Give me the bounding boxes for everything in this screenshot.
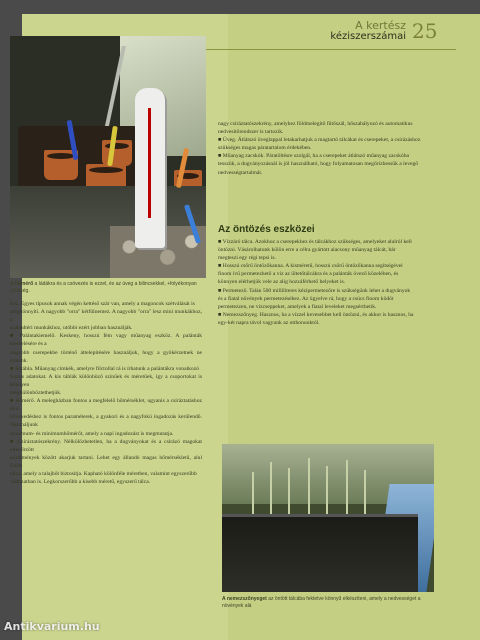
right-body-text-2 xyxy=(218,238,444,327)
paragraph: szükséges magas páratartalom érdekében. xyxy=(218,145,312,152)
photo-caption-top xyxy=(10,281,206,295)
paragraph: koz. Egyes típusok annak végén kettéső szár van, amely a magoncok szétválását is xyxy=(10,301,195,307)
paragraph: egy-két napra távol vagyunk az otthonunktól. xyxy=(218,319,320,326)
paragraph: körülmények között akarjuk tartani. Lehet egy állandó magas hőmérsékletű, alul fűtött xyxy=(10,454,202,469)
paragraph: szabadtéri munkákhoz, utóbbi ezért jobban használják. xyxy=(10,325,133,332)
paragraph: ■ Műanyag zacskók. Páratöltésre szolgál, ha a cserepeket átlátszó műanyag zacskóba xyxy=(218,153,410,160)
black-seed-tray xyxy=(222,514,418,592)
paragraph: ■ Hőmérő. A melegházban fontos a megfelelő hőmérséklet, ugyanis a csíráztatáshoz és a xyxy=(10,398,202,413)
paragraph: ■ Jeltábla. Műanyag címkék, amelyre filctollal rá is írhatunk a palántákra vonatkozó xyxy=(10,365,199,372)
page-number: 25 xyxy=(412,19,438,43)
paragraph: tesszük, a dugványozásnál is jól használható, hogy folyamatosan megőrizhessük a levegő xyxy=(218,161,419,168)
paragraph: nagy csíráztatószekrény, amelyhez földmelegítő fűtőszál, hőszabályozó és automatikus xyxy=(218,121,413,127)
paragraph: nagyobb cserepekbe történő áttelepítésére használjuk, hogy a gyökérzetnek ne ártsunk. xyxy=(10,349,202,364)
paragraph: megkönnyíti. A nagyobb "orra" kétfülnemez. A nagyobb "orra" lesz mini munkákhoz, a xyxy=(10,309,202,324)
caption-lead: A hőmérő xyxy=(10,281,34,287)
paragraph: változatban is. Legkorszerűbb a kisebb méretű, egyszerű tálca. xyxy=(10,479,151,486)
paragraph: ■ Palántakiemelő. Keskeny, hosszú fém vagy műanyag eszköz. A palánták kiemelésére és a xyxy=(10,333,202,348)
paragraph: tálca, amely a talajhőt biztosítja. Kapható különféle méretben, valamint egyszerűbb xyxy=(10,470,197,477)
paragraph: fontos adatokat. A kis táblák különböző színűek és méretűek, így a csoportokat is könnyen xyxy=(10,373,202,388)
paragraph: öntözni. Vásárolhatunk külön erre a célra gyártott alacsony műanyag tálcát, bár xyxy=(218,247,396,254)
thermometer xyxy=(135,88,165,248)
paragraph: ■ Vízzáró tálca. Azokhoz a cserepekhez és tálcákhoz szükséges, amelyeket alulról kell xyxy=(218,239,412,245)
pot-3 xyxy=(102,140,132,166)
paragraph: permetezzen, ne vízcseppeket, amelyek a fiatal leveleket megsérthetik. xyxy=(218,303,377,310)
header-title: kéziszerszámai xyxy=(330,31,406,42)
paragraph: és a fiatal növények permetezéséhez. Az ügyelve rá, hogy a csúcs finom ködöt xyxy=(218,295,394,302)
section-heading: Az öntözés eszközei xyxy=(218,224,315,235)
watermark: Antikvarium.hu xyxy=(4,620,100,633)
paragraph: megteszi egy régi tepsi is. xyxy=(218,255,276,262)
paragraph: ■ Permetező. Talán 500 milliliteres kézipermetezőre is szükségünk lehet a dugványok xyxy=(218,287,411,294)
paragraph: ■ Üveg. Átlátszó üveglappal letakarhatjuk a magtartó tálcákat és cserepeket, a csírázáshoz xyxy=(218,137,421,144)
paragraph: ■ Nemezszőnyeg. Hasznos, ha a vízzel kevesebbet kell öntözni, és akkor is hasznos, ha xyxy=(218,311,414,318)
page-header xyxy=(206,16,456,56)
paragraph: könnyen elérhetjük vele az alig hozzáférhető helyeket is. xyxy=(218,279,346,286)
paragraph: ■ Hosszú csőrű öntözőkanna. A kisméretű, hosszú csőrű öntözőkanna segítségével xyxy=(218,263,403,270)
paragraph: növekedéshez is fontos paraméterek, a gyakori és a nagyfokú ingadozás kerülendő. Használjunk xyxy=(10,414,202,429)
thermometer-photo xyxy=(10,36,206,278)
paragraph: ■ Csíráztatószekrény. Nélkülözhetetlen, ha a dugványokat és a csírázó magokat ellenőrzött xyxy=(10,438,202,453)
caption-text: a ládákra és a csövezés is ezzel, és az üveg a bilincsekkel, +folyékonyan szükség. xyxy=(10,281,197,294)
paragraph: nedvesítőrendszer is tartozik. xyxy=(218,129,284,136)
paragraph: finom ívű permetezhető a víz az ültetőtálcákra és a palánták övező közelében, és xyxy=(218,271,399,278)
caption-text: az öntött tálcába fektetve könnyű elkészíteni, amely a nedvességet a növények alá xyxy=(222,596,421,609)
left-body-text xyxy=(10,300,202,486)
header-kicker: A kertész xyxy=(355,19,406,32)
paragraph: nedvességtartalmát. xyxy=(218,169,263,176)
photo-caption-bottom xyxy=(222,596,434,610)
felt-mat-photo xyxy=(222,444,434,592)
caption-lead: A nemezszőnyeget xyxy=(222,596,267,602)
header-rule xyxy=(206,49,456,50)
right-body-text-1 xyxy=(218,120,444,177)
paragraph: maximum- és minimumhőmérőt, amely a napi ingadozást is megmutatja. xyxy=(10,430,174,437)
paragraph: megkülönböztethetjük. xyxy=(10,390,62,397)
